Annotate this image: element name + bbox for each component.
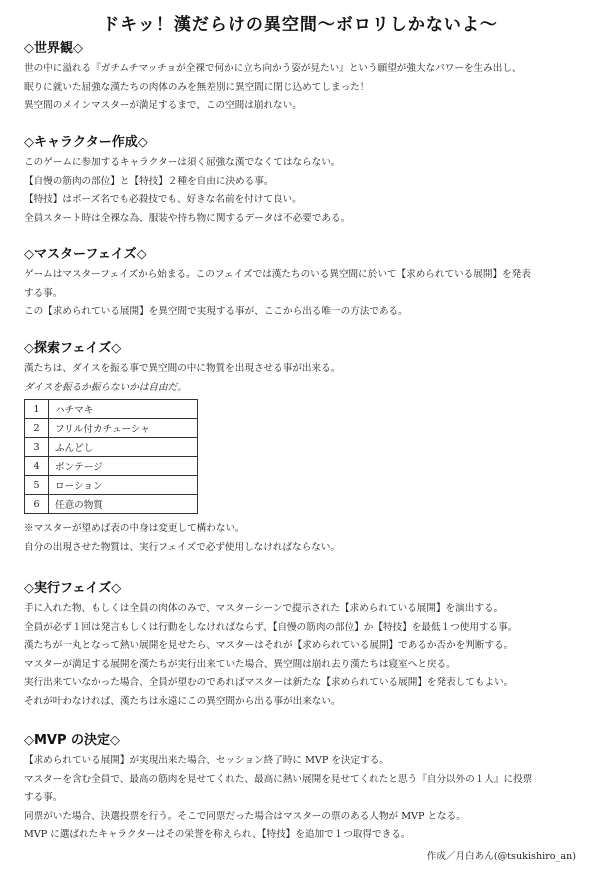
section-heading: ◇MVP の決定◇ — [24, 733, 121, 748]
dice-item: フリル付カチューシャ — [49, 419, 198, 438]
text-line: 全員スタート時は全裸な為、服装や持ち物に関するデータは不必要である。 — [24, 212, 351, 224]
section-world — [24, 40, 584, 116]
table-row — [25, 419, 198, 438]
text-line: このゲームに参加するキャラクターは須く屈強な漢でなくてはならない。 — [24, 157, 341, 168]
dice-number: 2 — [25, 419, 49, 438]
dice-table — [24, 399, 198, 514]
section-heading: ◇探索フェイズ◇ — [24, 341, 122, 356]
document-title: ドキッ！漢だらけの異空間～ボロリしかないよ～ — [102, 15, 498, 35]
text-line: する事。 — [24, 792, 63, 804]
text-line: 手に入れた物、もしくは全員の肉体のみで、マスターシーンで提示された【求められている展開】を演出する。 — [24, 603, 504, 614]
section-heading: ◇マスターフェイズ◇ — [24, 247, 147, 262]
text-line: マスターが満足する展開を漢たちが実行出来ていた場合、異空間は崩れ去り漢たちは寝室へと戻る。 — [24, 658, 456, 670]
text-line: 【特技】はポーズ名でも必殺技でも、好きな名前を付けて良い。 — [24, 194, 302, 206]
text-line: 漢たちは、ダイスを振る事で異空間の中に物質を出現させる事が出来る。 — [24, 363, 341, 374]
dice-item: ふんどし — [49, 438, 198, 457]
text-line: マスターを含む全員で、最高の筋肉を見せてくれた、最高に熱い展開を見せてくれたと思う『自分以外の１人』に投票 — [24, 773, 533, 785]
dice-item: ローション — [49, 476, 198, 495]
dice-item: ハチマキ — [49, 400, 198, 419]
section-heading: ◇世界観◇ — [24, 41, 83, 56]
text-line: 異空間のメインマスターが満足するまで、この空間は崩れない。 — [24, 100, 302, 112]
author-credit: 作成／月白あん(@tsukishiro_an) — [426, 851, 576, 862]
table-row — [25, 400, 198, 419]
text-line: 【求められている展開】が実現出来た場合、セッション終了時に MVP を決定する。 — [24, 755, 389, 766]
text-line: ダイスを振るか振らないかは自由だ。 — [24, 381, 187, 393]
text-line: 自分の出現させた物質は、実行フェイズで必ず使用しなければならない。 — [24, 541, 341, 553]
text-line: MVP に選ばれたキャラクターはその栄誉を称えられ、【特技】を追加で１つ取得できる。 — [24, 829, 411, 841]
dice-number: 4 — [25, 457, 49, 476]
text-line: 世の中に溢れる『ガチムチマッチョが全裸で何かに立ち向かう姿が見たい』という願望が強大なパワーを生み出し、 — [24, 63, 522, 74]
dice-number: 5 — [25, 476, 49, 495]
section-character-creation — [24, 134, 584, 228]
text-line: それが叶わなければ、漢たちは永遠にこの異空間から出る事が出来ない。 — [24, 695, 341, 707]
text-line: ※マスターが望めば表の中身は変更して構わない。 — [24, 523, 245, 535]
dice-number: 3 — [25, 438, 49, 457]
dice-item: ボンテージ — [49, 457, 198, 476]
table-row — [25, 457, 198, 476]
text-line: この【求められている展開】を異空間で実現する事が、ここから出る唯一の方法である。 — [24, 306, 408, 318]
text-line: 実行出来ていなかった場合、全員が望むのであればマスターは新たな【求められている展開】を発表してもよい。 — [24, 677, 514, 689]
section-heading: ◇キャラクター作成◇ — [24, 135, 148, 150]
text-line: ゲームはマスターフェイズから始まる。このフェイズでは漢たちのいる異空間に於いて【求められている展開】を発表 — [24, 269, 531, 280]
table-row — [25, 476, 198, 495]
text-line: 眠りに就いた屈強な漢たちの肉体のみを無差別に異空間に閉じ込めてしまった！ — [24, 81, 370, 93]
dice-number: 6 — [25, 495, 49, 514]
dice-item: 任意の物質 — [49, 495, 198, 514]
text-line: 【自慢の筋肉の部位】と【特技】２種を自由に決める事。 — [24, 175, 274, 187]
section-heading: ◇実行フェイズ◇ — [24, 581, 122, 596]
table-row — [25, 438, 198, 457]
dice-number: 1 — [25, 400, 49, 419]
text-line: 全員が必ず１回は発言もしくは行動をしなければならず、【自慢の筋肉の部位】か【特技】を最低１つ使用する事。 — [24, 621, 518, 633]
text-line: する事。 — [24, 287, 63, 299]
text-line: 同票がいた場合、決選投票を行う。そこで同票だった場合はマスターの票のある人物が MVP となる。 — [24, 810, 466, 822]
section-mvp — [24, 732, 584, 845]
section-master-phase — [24, 246, 584, 322]
text-line: 漢たちが一丸となって熱い展開を見せたら、マスターはそれが【求められている展開】であるか否かを判断する。 — [24, 640, 514, 652]
section-execute-phase — [24, 580, 584, 712]
table-row — [25, 495, 198, 514]
section-explore-phase — [24, 340, 584, 557]
